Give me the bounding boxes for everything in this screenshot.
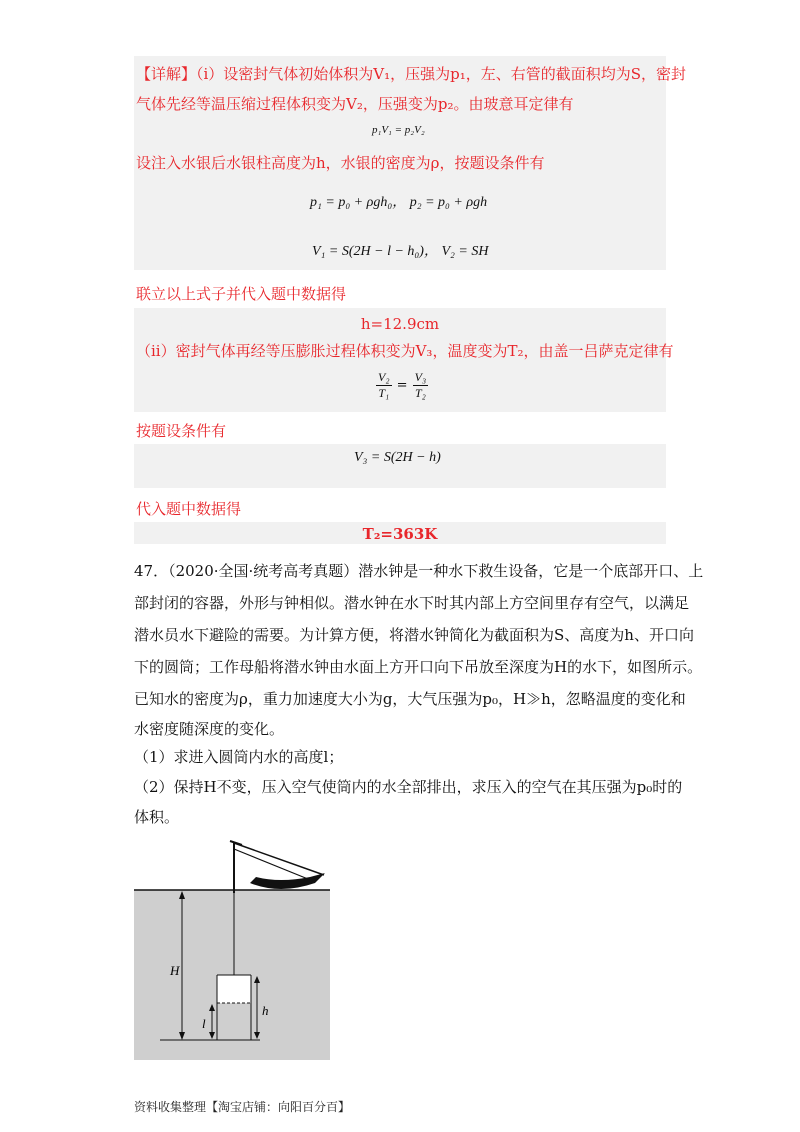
mother-ship-hull — [250, 873, 325, 889]
equation-pressures: p₁ = p₀ + ρgh₀， p₂ = p₀ + ρgh — [310, 195, 488, 210]
crane-cable-2 — [234, 849, 308, 879]
solution-line-3: 设注入水银后水银柱高度为h，水银的密度为ρ，按题设条件有 — [136, 154, 545, 172]
problem-line-1: 47．（2020·全国·统考高考真题）潜水钟是一种水下救生设备，它是一个底部开口、上 — [134, 562, 704, 580]
solution-line-5: （ii）密封气体再经等压膨胀过程体积变为V₃，温度变为T₂，由盖一吕萨克定律有 — [136, 342, 674, 360]
problem-line-6: 水密度随深度的变化。 — [134, 720, 285, 738]
label-H: H — [170, 963, 180, 978]
problem-line-3: 潜水员水下避险的需要。为计算方便，将潜水钟简化为截面积为S、高度为h、开口向 — [134, 626, 694, 644]
equation-boyle: p₁V₁ = p₂V₂ — [372, 124, 425, 136]
solution-line-2: 气体先经等温压缩过程体积变为V₂，压强变为p₂。由玻意耳定律有 — [136, 95, 574, 113]
fraction-left: $\frac{\text{V₂}}{\text{T₁}}$ — [378, 370, 390, 400]
label-h: h — [262, 1003, 269, 1018]
equation-v3: V₃ = S(2H − h) — [354, 450, 441, 465]
question-2-line-1: （2）保持H不变，压入空气使筒内的水全部排出，求压入的空气在其压强为p₀时的 — [134, 778, 683, 796]
equation-gay-lussac — [376, 370, 428, 401]
solution-line-4: 联立以上式子并代入题中数据得 — [136, 285, 347, 303]
solution-line-7: 代入题中数据得 — [136, 500, 242, 518]
label-l: l — [202, 1016, 206, 1031]
problem-line-5: 已知水的密度为ρ，重力加速度大小为g，大气压强为p₀，H≫h，忽略温度的变化和 — [134, 690, 686, 708]
diving-bell-diagram — [130, 835, 340, 1065]
solution-line-6: 按题设条件有 — [136, 422, 227, 440]
crane-cable-1 — [234, 843, 324, 875]
equals-sign: = — [396, 378, 408, 393]
problem-line-2: 部封闭的容器，外形与钟相似。潜水钟在水下时其内部上方空间里存有空气，以满足 — [134, 594, 690, 612]
footer-credit: 资料收集整理【淘宝店铺：向阳百分百】 — [134, 1100, 351, 1114]
fraction-right: $\frac{\text{V₃}}{\text{T₂}}$ — [414, 370, 427, 400]
question-1: （1）求进入圆筒内水的高度l； — [134, 748, 344, 766]
solution-line-1: 【详解】（i）设密封气体初始体积为V₁，压强为p₁，左、右管的截面积均为S，密封 — [136, 65, 687, 83]
result-h: h=12.9cm — [360, 315, 440, 333]
question-2-line-2: 体积。 — [134, 808, 180, 826]
problem-line-4: 下的圆筒；工作母船将潜水钟由水面上方开口向下吊放至深度为H的水下，如图所示。 — [134, 658, 703, 676]
equation-volumes: V₁ = S(2H − l − h₀)， V₂ = SH — [312, 244, 489, 259]
air-space — [217, 975, 251, 1003]
result-t2: T₂=363K — [362, 525, 438, 543]
